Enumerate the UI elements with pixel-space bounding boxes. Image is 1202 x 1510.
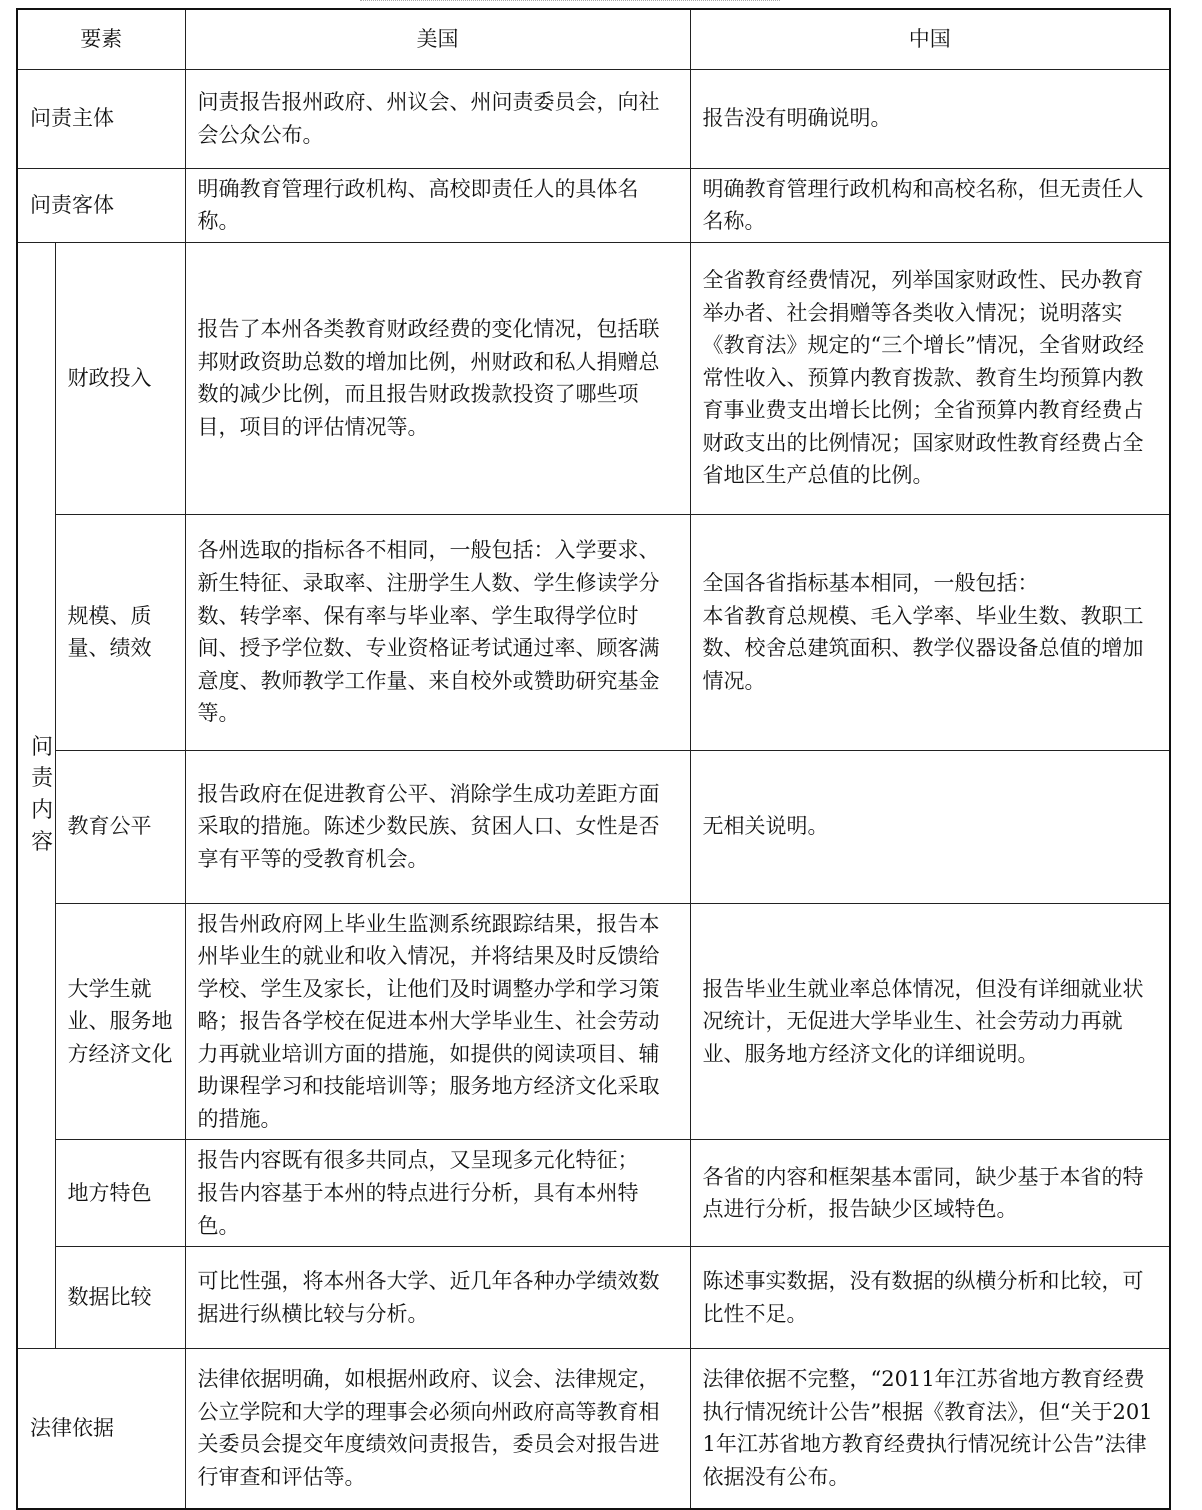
cell-us: 可比性强，将本州各大学、近几年各种办学绩效数据进行纵横比较与分析。 xyxy=(185,1247,690,1349)
row-label: 问责客体 xyxy=(17,168,185,242)
cell-cn xyxy=(690,514,1170,750)
cell-cn: 各省的内容和框架基本雷同，缺少基于本省的特点进行分析，报告缺少区域特色。 xyxy=(690,1140,1170,1247)
table-row-finance xyxy=(17,242,1170,514)
cell-cn: 陈述事实数据，没有数据的纵横分析和比较，可比性不足。 xyxy=(690,1247,1170,1349)
table-row-local xyxy=(17,1140,1170,1247)
cell-us-line: 报告内容基于本州的特点进行分析，具有本州特色。 xyxy=(197,1180,639,1238)
cell-cn: 无相关说明。 xyxy=(690,750,1170,903)
table-row-legal xyxy=(17,1349,1170,1509)
table-row-equity xyxy=(17,750,1170,903)
cell-cn: 报告没有明确说明。 xyxy=(690,69,1170,168)
table-row-subject xyxy=(17,69,1170,168)
cell-us: 报告了本州各类教育财政经费的变化情况，包括联邦财政资助总数的增加比例，州财政和私人捐赠总数的减少比例，而且报告财政拨款投资了哪些项目，项目的评估情况等。 xyxy=(185,242,690,514)
row-label: 问责主体 xyxy=(17,69,185,168)
header-element: 要素 xyxy=(17,9,185,69)
table-row-employment xyxy=(17,903,1170,1140)
cell-cn-line: 全国各省指标基本相同，一般包括： xyxy=(702,571,1039,595)
table-row-object xyxy=(17,168,1170,242)
cell-cn-line: 本省教育总规模、毛入学率、毕业生数、教职工数、校舍总建筑面积、教学仪器设备总值的增加情况。 xyxy=(702,603,1144,693)
row-label: 法律依据 xyxy=(17,1349,185,1509)
row-label: 教育公平 xyxy=(55,750,185,903)
cell-cn: 法律依据不完整，“2011年江苏省地方教育经费执行情况统计公告”根据《教育法》，但“关于2011年江苏省地方教育经费执行情况统计公告”法律依据没有公布。 xyxy=(690,1349,1170,1509)
row-label: 大学生就业、服务地方经济文化 xyxy=(55,903,185,1140)
cell-us: 各州选取的指标各不相同，一般包括：入学要求、新生特征、录取率、注册学生人数、学生修读学分数、转学率、保有率与毕业率、学生取得学位时间、授予学位数、专业资格证考试通过率、顾客满意度、教师教学工作量、来自校外或赞助研究基金等。 xyxy=(185,514,690,750)
table-row-scale xyxy=(17,514,1170,750)
content-group-label: 问责内容 xyxy=(17,242,55,1348)
table-row-data xyxy=(17,1247,1170,1349)
cell-us: 法律依据明确，如根据州政府、议会、法律规定，公立学院和大学的理事会必须向州政府高等教育相关委员会提交年度绩效问责报告，委员会对报告进行审查和评估等。 xyxy=(185,1349,690,1509)
comparison-table xyxy=(16,8,1171,1510)
header-us: 美国 xyxy=(185,9,690,69)
cell-cn: 全省教育经费情况，列举国家财政性、民办教育举办者、社会捐赠等各类收入情况；说明落实《教育法》规定的“三个增长”情况，全省财政经常性收入、预算内教育拨款、教育生均预算内教育事业费支出增长比例；全省预算内教育经费占财政支出的比例情况；国家财政性教育经费占全省地区生产总值的比例。 xyxy=(690,242,1170,514)
cell-us: 报告政府在促进教育公平、消除学生成功差距方面采取的措施。陈述少数民族、贫困人口、女性是否享有平等的受教育机会。 xyxy=(185,750,690,903)
row-label: 规模、质量、绩效 xyxy=(55,514,185,750)
table-header-row xyxy=(17,9,1170,69)
cell-us-line: 报告内容既有很多共同点，又呈现多元化特征； xyxy=(197,1148,639,1173)
row-label: 数据比较 xyxy=(55,1247,185,1349)
cropped-top-line xyxy=(360,0,780,4)
cell-us: 报告州政府网上毕业生监测系统跟踪结果，报告本州毕业生的就业和收入情况，并将结果及时反馈给学校、学生及家长，让他们及时调整办学和学习策略；报告各学校在促进本州大学毕业生、社会劳动力再就业培训方面的措施，如提供的阅读项目、辅助课程学习和技能培训等；服务地方经济文化采取的措施。 xyxy=(185,903,690,1140)
cell-us xyxy=(185,1140,690,1247)
cell-cn: 明确教育管理行政机构和高校名称，但无责任人名称。 xyxy=(690,168,1170,242)
header-cn: 中国 xyxy=(690,9,1170,69)
cell-us: 明确教育管理行政机构、高校即责任人的具体名称。 xyxy=(185,168,690,242)
row-label: 地方特色 xyxy=(55,1140,185,1247)
cell-cn: 报告毕业生就业率总体情况，但没有详细就业状况统计，无促进大学毕业生、社会劳动力再就业、服务地方经济文化的详细说明。 xyxy=(690,903,1170,1140)
cell-us: 问责报告报州政府、州议会、州问责委员会，向社会公众公布。 xyxy=(185,69,690,168)
row-label: 财政投入 xyxy=(55,242,185,514)
